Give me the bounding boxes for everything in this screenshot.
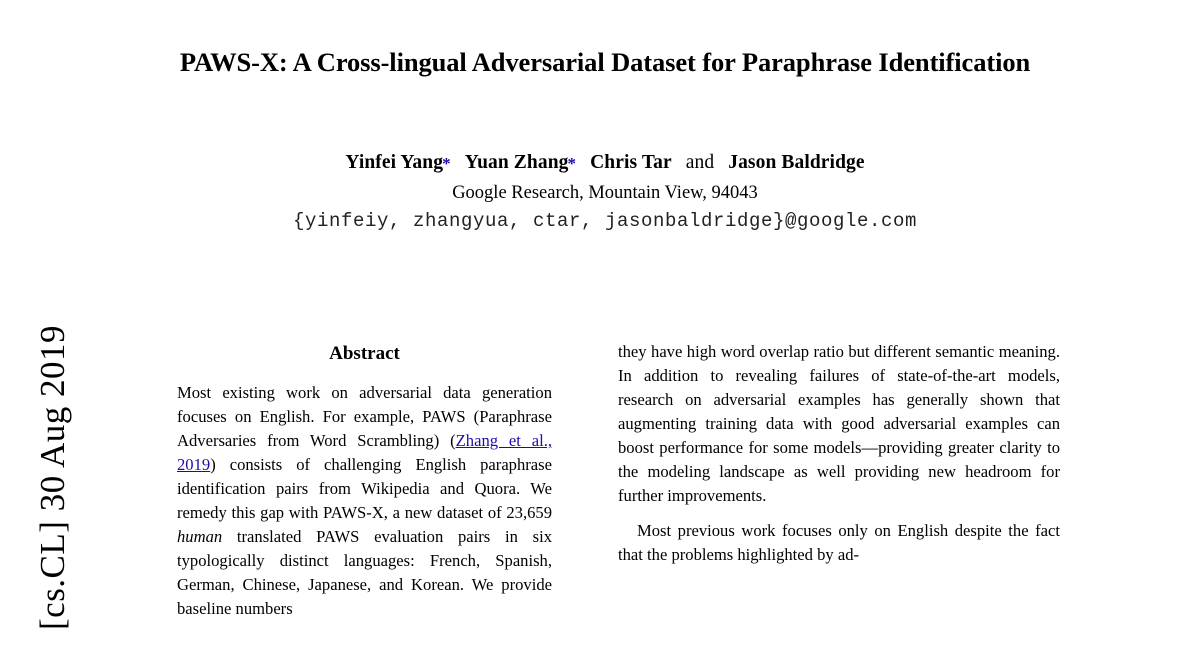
citation-link-zhang-2019[interactable]: Zhang et al., 2019 <box>177 431 552 475</box>
introduction-column <box>618 340 1060 578</box>
abstract-text <box>177 381 552 621</box>
author-2: Yuan Zhang* <box>464 152 577 173</box>
author-4: Jason Baldridge <box>728 152 865 173</box>
abstract-text-part2: ) consists of challenging English paraphrase identification pairs from Wikipedia and Quora. We remedy this gap with PAWS-X, a new dataset of 23,659 <box>177 455 552 523</box>
abstract-emphasis-human: human <box>177 527 223 547</box>
abstract-column <box>177 340 552 632</box>
author-1-footnote-marker: * <box>442 154 451 173</box>
author-conjunction: and <box>685 152 715 173</box>
abstract-text-part1: Most existing work on adversarial data generation focuses on English. For example, PAWS (Paraphrase Adversaries from Word Scrambling) ( <box>177 383 552 451</box>
author-1: Yinfei Yang* <box>345 152 451 173</box>
author-2-footnote-marker: * <box>567 154 577 173</box>
author-list <box>175 152 1035 174</box>
intro-paragraph-2: Most previous work focuses only on English despite the fact that the problems highlighted by ad- <box>618 520 1060 564</box>
author-3: Chris Tar <box>590 152 672 173</box>
author-emails: {yinfeiy, zhangyua, ctar, jasonbaldridge}@google.com <box>292 210 918 232</box>
paper-title: PAWS-X: A Cross-lingual Adversarial Dataset for Paraphrase Identification <box>179 46 1031 77</box>
abstract-heading: Abstract <box>329 343 400 364</box>
affiliation: Google Research, Mountain View, 94043 <box>452 183 758 203</box>
intro-paragraph-1: they have high word overlap ratio but different semantic meaning. In addition to revealing failures of state-of-the-art models, research on adversarial examples has generally shown that augmenting training data with good adversarial examples can boost performance for some models—providing greater clarity to the modeling landscape as well providing new headroom for further improvements. <box>618 342 1060 505</box>
arxiv-stamp-text: [cs.CL] 30 Aug 2019 <box>33 324 72 630</box>
arxiv-vertical-stamp <box>18 324 78 630</box>
abstract-text-part3: translated PAWS evaluation pairs in six typologically distinct languages: French, Spanish, German, Chinese, Japanese, and Korean. We provide baseline numbers <box>177 527 552 619</box>
